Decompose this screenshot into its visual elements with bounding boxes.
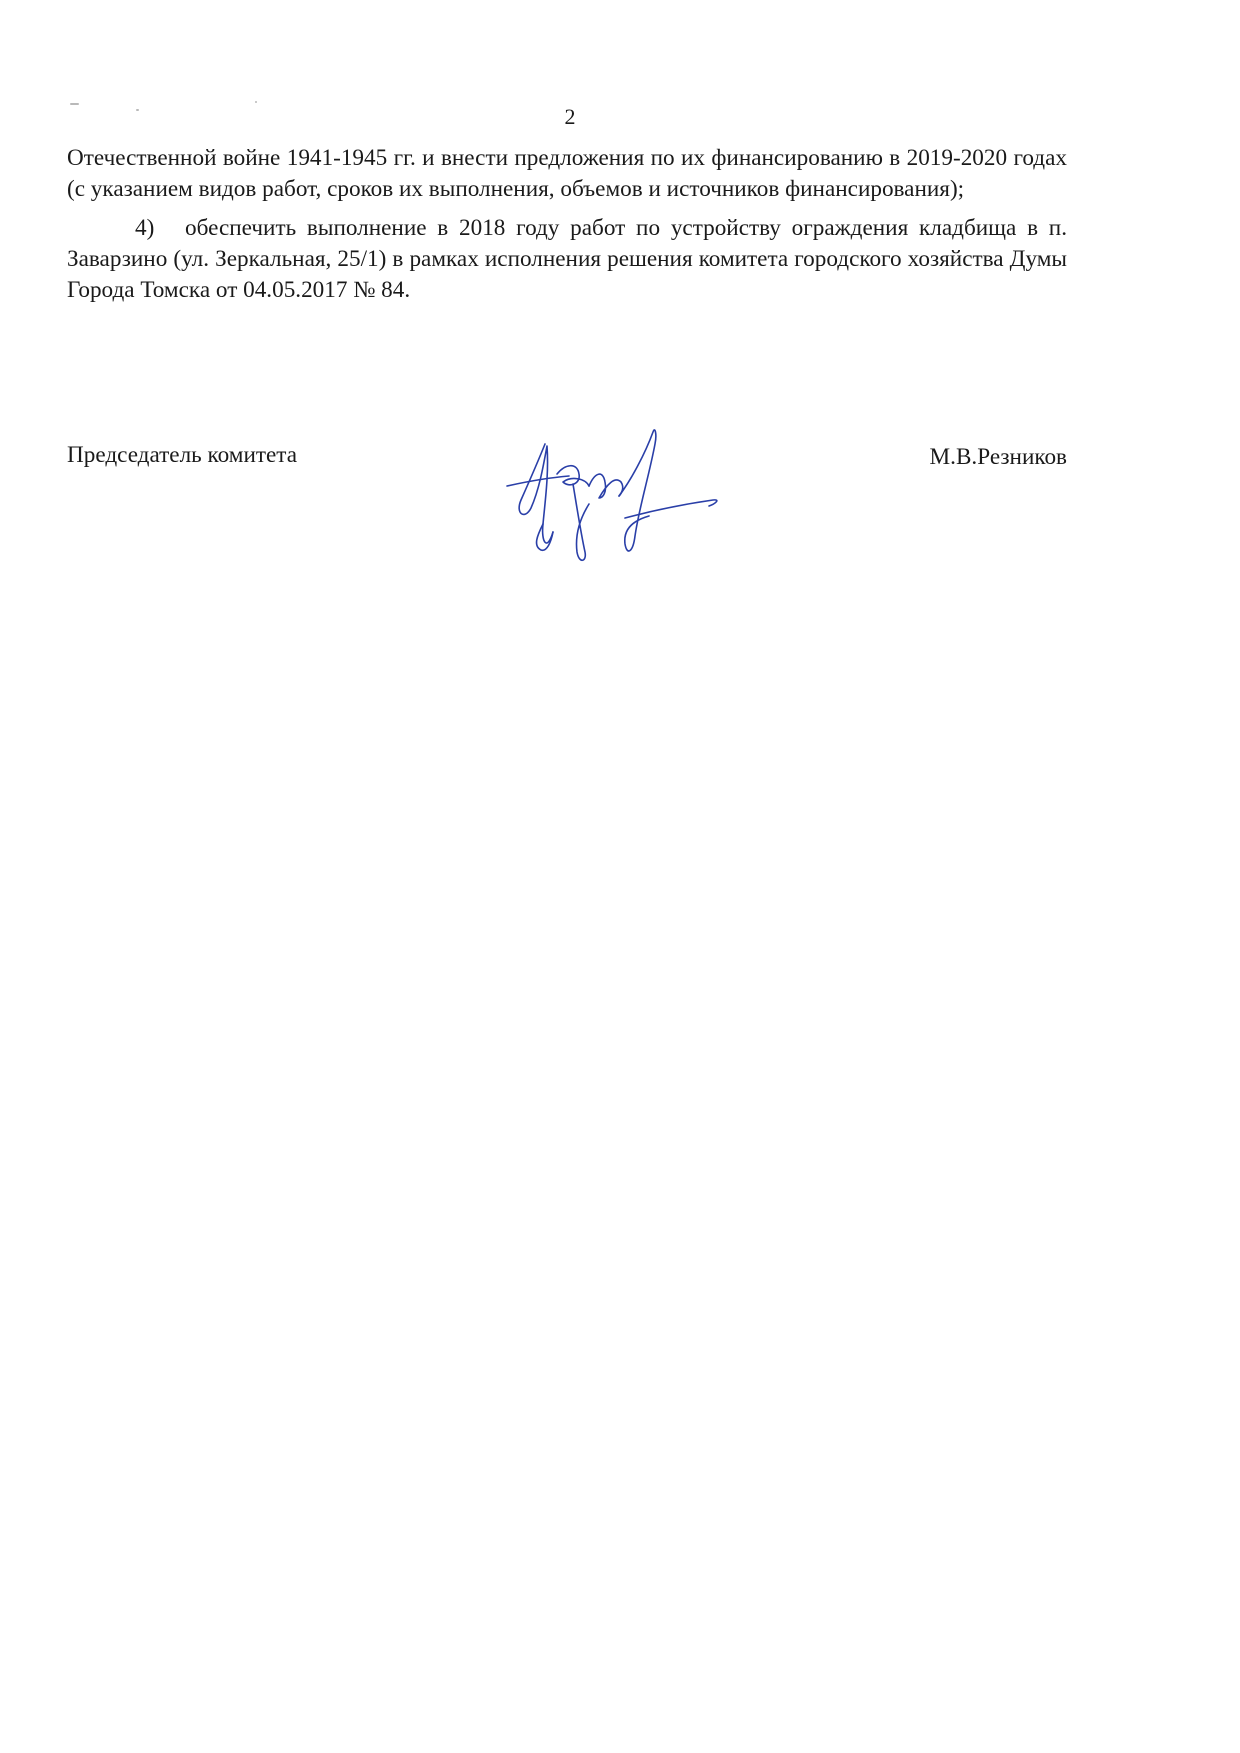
signature-block — [67, 440, 1067, 560]
document-body — [67, 143, 1067, 306]
scan-artifact — [136, 109, 139, 111]
scan-artifact — [70, 103, 79, 105]
handwritten-signature-icon — [485, 424, 775, 574]
list-item — [67, 213, 1067, 306]
list-item-number: 4) — [135, 215, 155, 241]
page-number: 2 — [564, 104, 576, 129]
paragraph-continuation: Отечественной войне 1941-1945 гг. и внести предложения по их финансированию в 2019-2020 годах (с указанием видов работ, сроков их выполнения, объемов и источников финансирования); — [67, 145, 1067, 202]
scan-artifact — [255, 101, 257, 103]
signatory-title: Председатель комитета — [67, 442, 297, 468]
list-item-text: обеспечить выполнение в 2018 году работ по устройству ограждения кладбища в п. Заварзино (ул. Зеркальная, 25/1) в рамках исполнения решения комитета городского хозяйства Думы Города Томска от 04.05.2017 № 84. — [67, 215, 1067, 303]
signatory-name: М.В.Резников — [929, 444, 1067, 470]
